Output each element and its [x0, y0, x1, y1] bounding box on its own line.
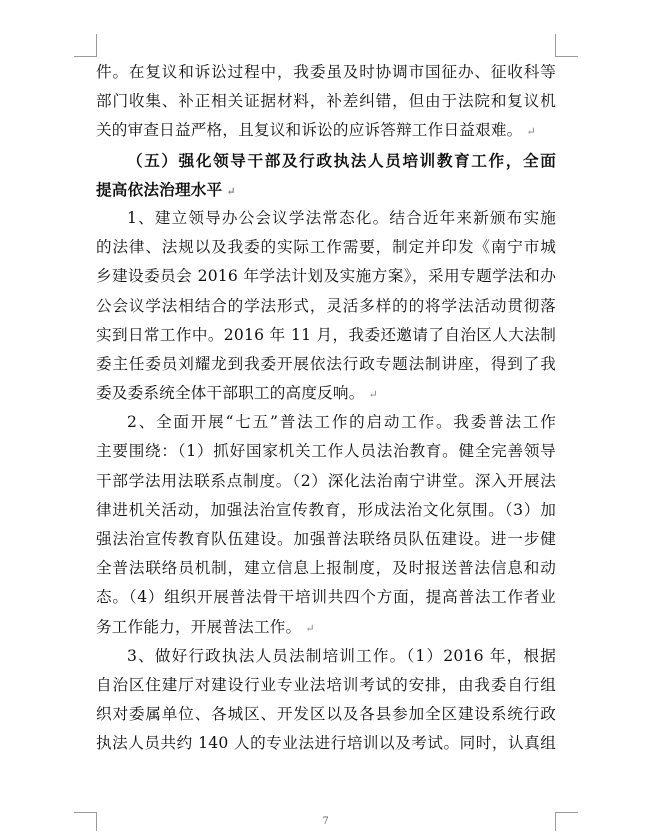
text-line-content: 1、建立领导办公会议学法常态化。结合近年来新颁布实施	[127, 208, 556, 227]
text-line	[96, 700, 556, 729]
text-line-content: 3、做好行政执法人员法制培训工作。（1）2016 年，根据	[127, 646, 556, 665]
crop-mark-top-right	[555, 34, 578, 57]
text-line	[96, 583, 556, 612]
paragraph-mark-icon: ↵	[368, 388, 378, 402]
text-line-content: 委主任委员刘耀龙到我委开展依法行政专题法制讲座，得到了我	[96, 354, 556, 373]
text-line-content: （五）强化领导干部及行政执法人员培训教育工作，全面	[127, 150, 556, 170]
text-line	[96, 379, 556, 408]
text-line-content: 强法治宣传教育队伍建设。加强普法联络员队伍建设。进一步健	[96, 530, 556, 548]
text-line-content: 干部学法用法联系点制度。（2）深化法治南宁讲堂。深入开展法	[96, 471, 556, 490]
document-body	[96, 58, 556, 759]
text-line	[96, 204, 556, 233]
text-line	[96, 613, 556, 642]
text-line-content: 执法人员共约 140 人的专业法进行培训以及考试。同时，认真组	[96, 734, 556, 753]
text-line-content: 律进机关活动，加强法治宣传教育，形成法治文化氛围。（3）加	[96, 500, 556, 519]
paragraph-mark-icon: ↵	[305, 621, 315, 635]
text-line	[96, 554, 556, 583]
text-line-content: 务工作能力，开展普法工作。	[96, 617, 302, 636]
text-line	[96, 467, 556, 496]
text-line-content: 关的审查日益严格，且复议和诉讼的应诉答辩工作日益艰难。	[96, 121, 523, 140]
text-line-content: 2、全面开展“七五”普法工作的启动工作。我委普法工作	[127, 413, 556, 432]
text-line	[96, 437, 556, 466]
crop-mark-top-left	[74, 34, 97, 57]
text-line-content: 全普法联络员机制，建立信息上报制度，及时报送普法信息和动	[96, 559, 556, 578]
text-line	[96, 408, 556, 437]
text-line	[96, 175, 556, 204]
text-line	[96, 116, 556, 145]
text-line-content: 部门收集、补正相关证据材料，补差纠错，但由于法院和复议机	[96, 92, 556, 111]
text-line-content: 实到日常工作中。2016 年 11 月，我委还邀请了自治区人大法制	[96, 325, 556, 344]
text-line-content: 织对委属单位、各城区、开发区以及各县参加全区建设系统行政	[96, 705, 556, 724]
text-line	[96, 350, 556, 379]
text-line	[96, 642, 556, 671]
text-line	[96, 262, 556, 291]
text-line-content: 乡建设委员会 2016 年学法计划及实施方案》，采用专题学法和办	[96, 267, 556, 286]
text-line-content: 的法律、法规以及我委的实际工作需要，制定并印发《南宁市城	[96, 238, 556, 257]
text-line-content: 委及委系统全体干部职工的高度反响。	[96, 384, 365, 403]
page-number: 7	[322, 816, 329, 827]
text-line	[96, 233, 556, 262]
text-line	[96, 292, 556, 321]
text-line-content: 提高依法治理水平	[96, 179, 223, 199]
text-line-content: 态。（4）组织开展普法骨干培训共四个方面，提高普法工作者业	[96, 588, 556, 607]
paragraph-mark-icon: ↵	[526, 125, 536, 139]
text-line	[96, 496, 556, 525]
text-line	[96, 58, 556, 87]
text-line-content: 主要围绕：（1）抓好国家机关工作人员法治教育。健全完善领导	[96, 442, 556, 461]
text-line	[96, 146, 556, 175]
text-line-content: 自治区住建厅对建设行业专业法培训考试的安排，由我委自行组	[96, 675, 556, 694]
text-line	[96, 321, 556, 350]
text-line-content: 公会议学法相结合的学法形式，灵活多样的的将学法活动贯彻落	[96, 296, 556, 315]
text-line	[96, 87, 556, 116]
paragraph-mark-icon: ↵	[226, 184, 236, 198]
text-line	[96, 729, 556, 758]
text-line	[96, 525, 556, 554]
text-line-content: 件。在复议和诉讼过程中，我委虽及时协调市国征办、征收科等	[96, 63, 556, 81]
text-line	[96, 671, 556, 700]
